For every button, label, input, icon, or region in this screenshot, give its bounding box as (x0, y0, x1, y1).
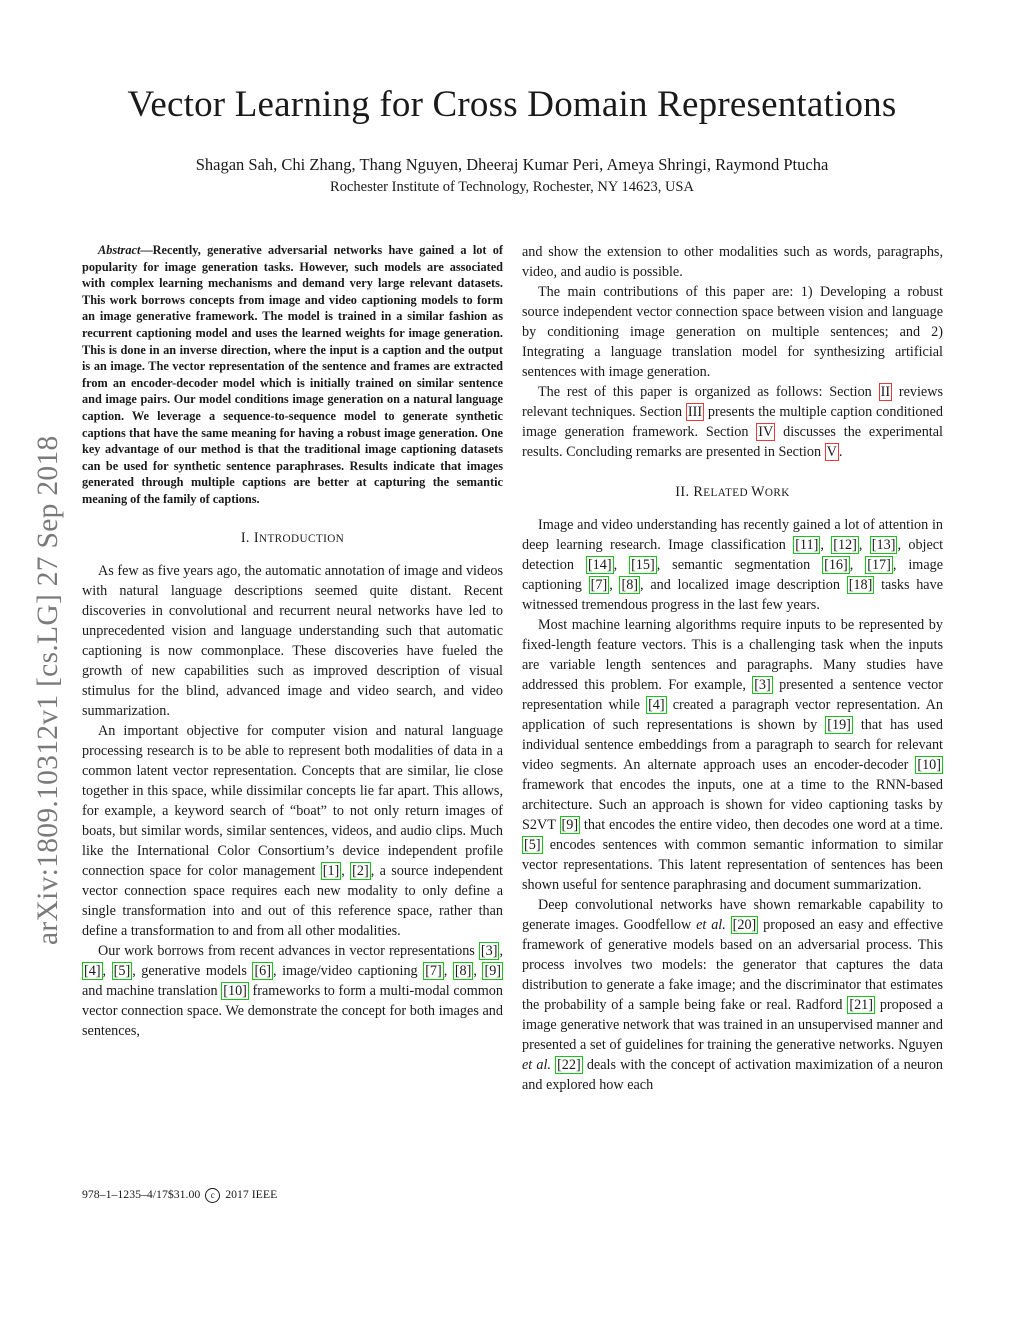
citation-link[interactable]: [21] (849, 997, 873, 1013)
citation-link[interactable]: [4] (648, 697, 665, 713)
section-heading-related-work: II. RELATED WORK (675, 484, 790, 500)
related-work-paragraph-1: Image and video understanding has recently gained a lot of attention in deep learning research. Image classification [11] , [12] , [13] , object detection [14] , [15] , semantic segmentation [16] , [17] , image captioning [7] , [8] , and localized image description [18] tasks have witnessed tremendous progress in the last few years. (522, 517, 944, 613)
citation-link[interactable]: [6] (254, 962, 271, 979)
section-link[interactable]: V (826, 444, 837, 460)
citation-link[interactable]: [9] (484, 962, 502, 979)
arxiv-identifier[interactable]: arXiv:1809.10312v1 [cs.LG] 27 Sep 2018 (32, 435, 64, 945)
citation-link[interactable]: [10] (223, 982, 247, 999)
section-link[interactable]: II (880, 384, 891, 400)
citation-link[interactable]: [22] (557, 1057, 581, 1073)
related-work-paragraph-2: Most machine learning algorithms require inputs to be represented by fixed-length feature vectors. This is a challenging task when the inputs are variable length sentences and paragraphs. Many studies have addressed this problem. For example, [3] presented a sentence vector representation while [4] created a paragraph vector representation. An application of such representations is shown by [19] that has used individual sentence embeddings from a paragraph to search for relevant video segments. An alternate approach uses an encoder-decoder [10] framework that encodes the inputs, one at a time to the RNN-based architecture. Such an approach is shown for video captioning tasks by S2VT [9] that encodes the entire video, then decodes one word at a time. [5] encodes sentences with common semantic information to similar vector representations. This latent representation of sentences has been shown useful for sentence paraphrasing and document summarization. (522, 617, 943, 893)
section-link[interactable]: III (687, 404, 703, 420)
related-work-paragraph-3: Deep convolutional networks have shown remarkable capability to generate images. Goodfellow et al. [20] proposed an easy and effective framework of generative models based on an adversarial process. This process involves two models: the generator that captures the data distribution to generate a fake image; and the discriminator that estimates the probability of a sample being fake or real. Radford [21] proposed a image generative network that was trained in an unsupervised manner and presented a set of guidelines for training the generative networks. Nguyen et al. [22] deals with the concept of activation maximization of a neuron and explored how each (522, 897, 944, 1093)
section-heading-introduction: I. INTRODUCTION (240, 529, 345, 546)
contributions-paragraph: The main contributions of this paper are: 1) Developing a robust source independent vector connection space between vision and language by conditioning image generation on multiple sentences; and 2) Integrating a language translation model for synthesizing artificial sentences with image generation. (522, 284, 943, 380)
citation-link[interactable]: [18] (848, 577, 873, 593)
citation-link[interactable]: [10] (917, 757, 941, 773)
citation-link[interactable]: [3] (754, 677, 771, 693)
citation-link[interactable]: [5] (113, 962, 131, 979)
citation-link[interactable]: [13] (871, 537, 896, 553)
section-link[interactable]: IV (758, 424, 774, 440)
citation-link[interactable]: [5] (524, 837, 541, 853)
citation-link[interactable]: [3] (480, 942, 498, 959)
left-column (82, 242, 503, 1041)
right-column (522, 242, 943, 1095)
citation-link[interactable]: [14] (587, 557, 612, 573)
citation-link[interactable]: [8] (454, 962, 472, 979)
citation-link[interactable]: [17] (867, 557, 891, 573)
citation-link[interactable]: [7] (590, 577, 608, 593)
citation-link[interactable]: [2] (352, 862, 369, 879)
abstract (82, 242, 503, 508)
author-list: Shagan Sah, Chi Zhang, Thang Nguyen, Dheeraj Kumar Peri, Ameya Shringi, Raymond Ptucha (195, 155, 829, 174)
paper-title: Vector Learning for Cross Domain Representations (127, 84, 897, 125)
affiliation: Rochester Institute of Technology, Rochester, NY 14623, USA (330, 179, 694, 195)
citation-link[interactable]: [8] (621, 577, 639, 593)
citation-link[interactable]: [12] (833, 537, 857, 553)
citation-link[interactable]: [20] (732, 917, 757, 933)
citation-link[interactable]: [19] (827, 717, 851, 733)
abstract-label: Abstract (98, 243, 141, 257)
citation-link[interactable]: [16] (824, 557, 848, 573)
intro-paragraph-3-continued: and show the extension to other modalities such as words, paragraphs, video, and audio is possible. (522, 244, 943, 280)
organization-paragraph: The rest of this paper is organized as follows: Section II reviews relevant techniques. Section III presents the multiple caption conditioned image generation framework. Section IV discusses the experimental results. Concluding remarks are presented in Section V . (522, 384, 943, 460)
intro-paragraph-1: As few as five years ago, the automatic annotation of image and videos with natural language descriptions seemed quite distant. Recent discoveries in convolutional and recurrent neural networks have led to unprecedented vision and language understanding such that automatic captioning is now commonplace. These discoveries have fueled the growth of new capabilities such as improved description of visual stimulus for the blind, advanced image and video search, and video summarization. (82, 562, 503, 719)
citation-link[interactable]: [9] (561, 817, 579, 833)
abstract-text: —Recently, generative adversarial networks have gained a lot of popularity for image generation tasks. However, such models are associated with complex learning mechanisms and demand very large relevant datasets. This work borrows concepts from image and video captioning models to form an image generative framework. The model is trained in a similar fashion as recurrent captioning model and uses the learned weights for image generation. This is done in an inverse direction, where the input is a caption and the output is an image. The vector representation of the sentence and frames are extracted from an encoder-decoder model which is initially trained on similar sentence and image pairs. Our model conditions image generation on a natural language caption. We leverage a sequence-to-sequence model to generate synthetic captions that have the same meaning for having a robust image generation. One key advantage of our method is that the traditional image captioning datasets can be used for synthetic sentence paraphrases. Results indicate that images generated through multiple captions are better at capturing the semantic meaning of the family of captions. (82, 243, 503, 506)
intro-paragraph-2: An important objective for computer vision and natural language processing research is to be able to represent both modalities of data in a common latent vector representation. Concepts that are similar, lie close together in this space, while dissimilar concepts lie far apart. This allows, for example, a keyword search of “boat” to not only return images of boats, but similar words, similar sentences, videos, and audio clips. Much like the International Color Consortium’s device independent profile connection space for color management [1] , [2] , a source independent vector connection space requires each new modality to only define a single transformation into and out of this reference space, rather than define a transformation to and from all other modalities. (82, 722, 503, 939)
citation-link[interactable]: [4] (84, 962, 101, 979)
citation-link[interactable]: [15] (631, 557, 655, 573)
citation-link[interactable]: [11] (795, 537, 819, 553)
copyright-icon: c (205, 1188, 220, 1203)
citation-link[interactable]: [7] (425, 962, 442, 979)
citation-link[interactable]: [1] (322, 862, 340, 879)
copyright-footer: 978–1–1235–4/17$31.00 c 2017 IEEE (82, 1187, 278, 1201)
intro-paragraph-3: Our work borrows from recent advances in vector representations [3] , [4] , [5] , generative models [6] , image/video captioning [7] , [8] , [9] and machine translation [10] frameworks to form a multi-modal common vector connection space. We demonstrate the concept for both images and sentences, (82, 942, 503, 1039)
